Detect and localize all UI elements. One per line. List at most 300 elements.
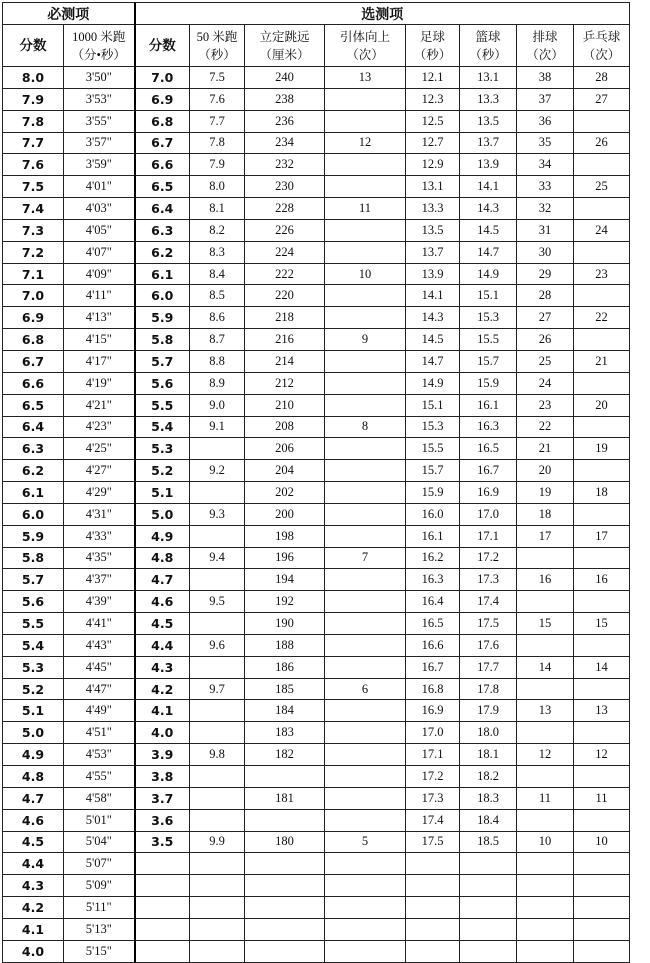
pullup-cell: 13 bbox=[325, 67, 406, 89]
score2-cell: 6.3 bbox=[135, 219, 190, 241]
volleyball-cell: 29 bbox=[517, 263, 574, 285]
score2-cell: 6.5 bbox=[135, 176, 190, 198]
score-cell: 6.5 bbox=[3, 394, 64, 416]
jump-cell bbox=[245, 918, 325, 940]
run1000-cell: 4'15" bbox=[64, 329, 135, 351]
jump-header-line2: （厘米） bbox=[259, 47, 310, 62]
pullup-cell bbox=[325, 700, 406, 722]
pullup-cell bbox=[325, 460, 406, 482]
pingpong-cell: 19 bbox=[574, 438, 630, 460]
table-row bbox=[3, 875, 630, 897]
score2-cell: 5.1 bbox=[135, 482, 190, 504]
table-row bbox=[3, 591, 630, 613]
football-cell: 12.9 bbox=[406, 154, 460, 176]
volleyball-cell bbox=[517, 766, 574, 788]
score-cell: 7.3 bbox=[3, 219, 64, 241]
jump-cell: 180 bbox=[245, 831, 325, 853]
volleyball-header-line2: （次） bbox=[526, 47, 564, 62]
pullup-cell bbox=[325, 656, 406, 678]
football-cell bbox=[406, 940, 460, 962]
pingpong-cell bbox=[574, 591, 630, 613]
run1000-cell: 4'19" bbox=[64, 372, 135, 394]
volleyball-header-line1: 排球 bbox=[532, 29, 558, 44]
run1000-cell: 3'53" bbox=[64, 88, 135, 110]
score2-cell: 3.7 bbox=[135, 787, 190, 809]
pingpong-cell: 11 bbox=[574, 787, 630, 809]
football-cell: 16.1 bbox=[406, 525, 460, 547]
basketball-cell bbox=[460, 918, 517, 940]
volleyball-cell bbox=[517, 875, 574, 897]
run1000-cell: 4'58" bbox=[64, 787, 135, 809]
volleyball-cell: 27 bbox=[517, 307, 574, 329]
table-row bbox=[3, 634, 630, 656]
score2-header: 分数 bbox=[135, 25, 190, 67]
score-cell: 5.6 bbox=[3, 591, 64, 613]
pingpong-cell bbox=[574, 918, 630, 940]
football-cell: 14.5 bbox=[406, 329, 460, 351]
basketball-cell: 13.5 bbox=[460, 110, 517, 132]
football-cell: 17.1 bbox=[406, 744, 460, 766]
jump-cell: 230 bbox=[245, 176, 325, 198]
score-header: 分数 bbox=[3, 25, 64, 67]
pingpong-cell: 26 bbox=[574, 132, 630, 154]
basketball-cell: 13.1 bbox=[460, 67, 517, 89]
pullup-cell bbox=[325, 766, 406, 788]
basketball-cell: 16.3 bbox=[460, 416, 517, 438]
volleyball-cell: 26 bbox=[517, 329, 574, 351]
basketball-cell: 13.9 bbox=[460, 154, 517, 176]
score-cell: 7.4 bbox=[3, 198, 64, 220]
run50-cell bbox=[190, 525, 245, 547]
pullup-cell bbox=[325, 591, 406, 613]
run1000-header-line2: （分•秒） bbox=[71, 47, 126, 62]
table-row bbox=[3, 918, 630, 940]
table-row bbox=[3, 547, 630, 569]
pullup-header-line1: 引体向上 bbox=[339, 29, 390, 44]
run50-header bbox=[190, 25, 245, 67]
table-row bbox=[3, 482, 630, 504]
football-cell: 16.2 bbox=[406, 547, 460, 569]
pingpong-cell bbox=[574, 285, 630, 307]
score-cell: 4.3 bbox=[3, 875, 64, 897]
pingpong-cell bbox=[574, 154, 630, 176]
jump-cell: 240 bbox=[245, 67, 325, 89]
score2-cell: 6.4 bbox=[135, 198, 190, 220]
football-cell: 12.3 bbox=[406, 88, 460, 110]
volleyball-cell: 15 bbox=[517, 613, 574, 635]
score-cell: 7.8 bbox=[3, 110, 64, 132]
volleyball-cell: 34 bbox=[517, 154, 574, 176]
basketball-cell: 16.7 bbox=[460, 460, 517, 482]
football-cell: 15.7 bbox=[406, 460, 460, 482]
run50-cell: 7.7 bbox=[190, 110, 245, 132]
run1000-cell: 4'05" bbox=[64, 219, 135, 241]
pullup-cell bbox=[325, 569, 406, 591]
jump-cell: 226 bbox=[245, 219, 325, 241]
pullup-cell bbox=[325, 438, 406, 460]
table-row bbox=[3, 831, 630, 853]
run50-cell: 8.2 bbox=[190, 219, 245, 241]
volleyball-cell: 31 bbox=[517, 219, 574, 241]
run50-cell bbox=[190, 787, 245, 809]
run1000-cell: 5'01" bbox=[64, 809, 135, 831]
volleyball-cell: 35 bbox=[517, 132, 574, 154]
run50-cell bbox=[190, 482, 245, 504]
pingpong-cell: 17 bbox=[574, 525, 630, 547]
pullup-cell bbox=[325, 350, 406, 372]
table-row bbox=[3, 525, 630, 547]
table-row bbox=[3, 110, 630, 132]
jump-cell: 185 bbox=[245, 678, 325, 700]
run50-cell: 8.7 bbox=[190, 329, 245, 351]
pingpong-cell: 14 bbox=[574, 656, 630, 678]
required-group-header: 必测项 bbox=[3, 3, 135, 25]
score-cell: 6.0 bbox=[3, 503, 64, 525]
score-cell: 6.4 bbox=[3, 416, 64, 438]
pingpong-cell: 25 bbox=[574, 176, 630, 198]
score-cell: 5.4 bbox=[3, 634, 64, 656]
run50-cell: 8.8 bbox=[190, 350, 245, 372]
pingpong-cell bbox=[574, 198, 630, 220]
score2-cell bbox=[135, 940, 190, 962]
table-row bbox=[3, 88, 630, 110]
volleyball-cell: 25 bbox=[517, 350, 574, 372]
jump-cell: 198 bbox=[245, 525, 325, 547]
pullup-cell bbox=[325, 634, 406, 656]
score2-cell bbox=[135, 897, 190, 919]
table-row bbox=[3, 897, 630, 919]
football-cell: 17.5 bbox=[406, 831, 460, 853]
table-row bbox=[3, 460, 630, 482]
pingpong-cell bbox=[574, 503, 630, 525]
run50-cell: 7.6 bbox=[190, 88, 245, 110]
score-cell: 4.7 bbox=[3, 787, 64, 809]
pullup-cell bbox=[325, 285, 406, 307]
pingpong-cell bbox=[574, 634, 630, 656]
score-cell: 5.8 bbox=[3, 547, 64, 569]
volleyball-cell: 28 bbox=[517, 285, 574, 307]
run1000-cell: 4'41" bbox=[64, 613, 135, 635]
table-row bbox=[3, 394, 630, 416]
run50-cell bbox=[190, 613, 245, 635]
table-row bbox=[3, 569, 630, 591]
basketball-cell: 17.5 bbox=[460, 613, 517, 635]
run1000-cell: 4'53" bbox=[64, 744, 135, 766]
jump-cell bbox=[245, 853, 325, 875]
football-cell: 14.1 bbox=[406, 285, 460, 307]
jump-cell: 188 bbox=[245, 634, 325, 656]
basketball-cell: 17.1 bbox=[460, 525, 517, 547]
score-cell: 7.5 bbox=[3, 176, 64, 198]
run1000-cell: 5'13" bbox=[64, 918, 135, 940]
jump-cell: 206 bbox=[245, 438, 325, 460]
pingpong-cell bbox=[574, 853, 630, 875]
volleyball-cell bbox=[517, 809, 574, 831]
jump-cell: 192 bbox=[245, 591, 325, 613]
run1000-cell: 4'33" bbox=[64, 525, 135, 547]
run50-cell: 8.6 bbox=[190, 307, 245, 329]
table-row bbox=[3, 787, 630, 809]
pingpong-cell bbox=[574, 940, 630, 962]
volleyball-cell: 32 bbox=[517, 198, 574, 220]
run1000-cell: 4'03" bbox=[64, 198, 135, 220]
score2-cell: 6.1 bbox=[135, 263, 190, 285]
pingpong-header bbox=[574, 25, 630, 67]
pingpong-cell: 18 bbox=[574, 482, 630, 504]
run50-cell: 9.5 bbox=[190, 591, 245, 613]
run1000-cell: 4'01" bbox=[64, 176, 135, 198]
pullup-cell bbox=[325, 897, 406, 919]
run1000-cell: 4'51" bbox=[64, 722, 135, 744]
table-row bbox=[3, 132, 630, 154]
run50-cell: 9.9 bbox=[190, 831, 245, 853]
run50-cell: 8.1 bbox=[190, 198, 245, 220]
basketball-cell: 18.4 bbox=[460, 809, 517, 831]
volleyball-cell: 11 bbox=[517, 787, 574, 809]
score-cell: 6.6 bbox=[3, 372, 64, 394]
run1000-cell: 4'09" bbox=[64, 263, 135, 285]
football-cell: 17.3 bbox=[406, 787, 460, 809]
football-cell: 13.3 bbox=[406, 198, 460, 220]
football-cell: 15.3 bbox=[406, 416, 460, 438]
jump-cell: 186 bbox=[245, 656, 325, 678]
jump-cell bbox=[245, 766, 325, 788]
pullup-cell bbox=[325, 744, 406, 766]
score-cell: 4.1 bbox=[3, 918, 64, 940]
basketball-header bbox=[460, 25, 517, 67]
pingpong-cell bbox=[574, 766, 630, 788]
run1000-cell: 4'25" bbox=[64, 438, 135, 460]
pingpong-cell bbox=[574, 241, 630, 263]
football-cell: 13.1 bbox=[406, 176, 460, 198]
football-cell: 16.7 bbox=[406, 656, 460, 678]
pullup-cell bbox=[325, 525, 406, 547]
football-header-line2: （秒） bbox=[413, 47, 452, 62]
volleyball-cell bbox=[517, 897, 574, 919]
run1000-cell: 4'49" bbox=[64, 700, 135, 722]
basketball-cell: 14.1 bbox=[460, 176, 517, 198]
football-cell: 16.3 bbox=[406, 569, 460, 591]
volleyball-cell: 37 bbox=[517, 88, 574, 110]
basketball-cell: 14.5 bbox=[460, 219, 517, 241]
pingpong-cell bbox=[574, 329, 630, 351]
basketball-cell: 18.0 bbox=[460, 722, 517, 744]
run1000-cell: 4'39" bbox=[64, 591, 135, 613]
score-cell: 6.7 bbox=[3, 350, 64, 372]
football-cell: 17.0 bbox=[406, 722, 460, 744]
run50-cell: 9.2 bbox=[190, 460, 245, 482]
score2-cell: 3.6 bbox=[135, 809, 190, 831]
table-row bbox=[3, 154, 630, 176]
run1000-header-line1: 1000 米跑 bbox=[72, 29, 126, 44]
score-cell: 5.1 bbox=[3, 700, 64, 722]
score2-cell: 4.4 bbox=[135, 634, 190, 656]
basketball-cell: 16.9 bbox=[460, 482, 517, 504]
score2-cell bbox=[135, 918, 190, 940]
score-cell: 4.0 bbox=[3, 940, 64, 962]
run50-cell bbox=[190, 853, 245, 875]
basketball-cell bbox=[460, 897, 517, 919]
score-cell: 6.9 bbox=[3, 307, 64, 329]
jump-cell bbox=[245, 897, 325, 919]
score2-cell: 5.9 bbox=[135, 307, 190, 329]
football-cell bbox=[406, 875, 460, 897]
table-row bbox=[3, 198, 630, 220]
pingpong-cell bbox=[574, 547, 630, 569]
column-header-row bbox=[3, 25, 630, 67]
volleyball-cell: 12 bbox=[517, 744, 574, 766]
pingpong-cell bbox=[574, 678, 630, 700]
run50-cell: 9.7 bbox=[190, 678, 245, 700]
basketball-cell bbox=[460, 853, 517, 875]
jump-cell bbox=[245, 940, 325, 962]
run50-cell bbox=[190, 809, 245, 831]
basketball-cell: 17.3 bbox=[460, 569, 517, 591]
run1000-cell: 4'45" bbox=[64, 656, 135, 678]
jump-cell: 210 bbox=[245, 394, 325, 416]
volleyball-cell bbox=[517, 591, 574, 613]
football-cell: 14.9 bbox=[406, 372, 460, 394]
table-row bbox=[3, 940, 630, 962]
run50-cell bbox=[190, 438, 245, 460]
run50-cell: 8.4 bbox=[190, 263, 245, 285]
volleyball-cell: 22 bbox=[517, 416, 574, 438]
score2-cell: 7.0 bbox=[135, 67, 190, 89]
score2-cell: 4.2 bbox=[135, 678, 190, 700]
basketball-cell: 15.7 bbox=[460, 350, 517, 372]
volleyball-cell: 23 bbox=[517, 394, 574, 416]
basketball-cell: 14.9 bbox=[460, 263, 517, 285]
table-row bbox=[3, 853, 630, 875]
jump-cell bbox=[245, 875, 325, 897]
score-cell: 5.2 bbox=[3, 678, 64, 700]
table-row bbox=[3, 438, 630, 460]
run50-cell: 7.8 bbox=[190, 132, 245, 154]
pingpong-cell: 22 bbox=[574, 307, 630, 329]
score2-cell: 6.7 bbox=[135, 132, 190, 154]
pingpong-cell: 10 bbox=[574, 831, 630, 853]
table-row bbox=[3, 329, 630, 351]
jump-cell: 214 bbox=[245, 350, 325, 372]
pullup-cell bbox=[325, 241, 406, 263]
run1000-cell: 4'55" bbox=[64, 766, 135, 788]
score-cell: 4.5 bbox=[3, 831, 64, 853]
run50-cell: 7.5 bbox=[190, 67, 245, 89]
basketball-cell: 13.3 bbox=[460, 88, 517, 110]
jump-cell: 224 bbox=[245, 241, 325, 263]
pullup-cell bbox=[325, 875, 406, 897]
volleyball-cell: 38 bbox=[517, 67, 574, 89]
football-cell bbox=[406, 918, 460, 940]
run50-cell bbox=[190, 722, 245, 744]
run50-cell: 9.3 bbox=[190, 503, 245, 525]
jump-cell: 190 bbox=[245, 613, 325, 635]
pingpong-cell: 21 bbox=[574, 350, 630, 372]
table-body bbox=[3, 67, 630, 963]
football-cell: 15.1 bbox=[406, 394, 460, 416]
table-row bbox=[3, 744, 630, 766]
volleyball-cell bbox=[517, 634, 574, 656]
jump-cell: 236 bbox=[245, 110, 325, 132]
pingpong-cell: 20 bbox=[574, 394, 630, 416]
score2-cell: 4.1 bbox=[135, 700, 190, 722]
run50-cell bbox=[190, 656, 245, 678]
run50-cell bbox=[190, 875, 245, 897]
basketball-header-line1: 篮球 bbox=[475, 29, 501, 44]
pingpong-cell: 16 bbox=[574, 569, 630, 591]
pullup-header bbox=[325, 25, 406, 67]
football-cell: 12.7 bbox=[406, 132, 460, 154]
basketball-cell: 16.1 bbox=[460, 394, 517, 416]
score-cell: 6.1 bbox=[3, 482, 64, 504]
basketball-cell: 17.8 bbox=[460, 678, 517, 700]
run50-cell: 9.1 bbox=[190, 416, 245, 438]
football-cell: 13.7 bbox=[406, 241, 460, 263]
pullup-cell bbox=[325, 482, 406, 504]
pullup-cell bbox=[325, 88, 406, 110]
jump-cell: 183 bbox=[245, 722, 325, 744]
jump-cell: 228 bbox=[245, 198, 325, 220]
score2-cell: 6.0 bbox=[135, 285, 190, 307]
pullup-cell: 11 bbox=[325, 198, 406, 220]
volleyball-cell bbox=[517, 547, 574, 569]
pullup-cell: 7 bbox=[325, 547, 406, 569]
table-row bbox=[3, 416, 630, 438]
table-row bbox=[3, 722, 630, 744]
jump-cell: 222 bbox=[245, 263, 325, 285]
run1000-cell: 4'27" bbox=[64, 460, 135, 482]
run1000-cell: 4'47" bbox=[64, 678, 135, 700]
score2-cell: 4.5 bbox=[135, 613, 190, 635]
run1000-cell: 3'50" bbox=[64, 67, 135, 89]
score-cell: 5.7 bbox=[3, 569, 64, 591]
score-cell: 4.9 bbox=[3, 744, 64, 766]
pingpong-cell bbox=[574, 897, 630, 919]
football-cell: 16.4 bbox=[406, 591, 460, 613]
pullup-cell bbox=[325, 307, 406, 329]
pingpong-cell: 27 bbox=[574, 88, 630, 110]
football-cell: 16.9 bbox=[406, 700, 460, 722]
volleyball-cell: 16 bbox=[517, 569, 574, 591]
run1000-cell: 5'11" bbox=[64, 897, 135, 919]
volleyball-cell: 19 bbox=[517, 482, 574, 504]
score2-cell: 5.8 bbox=[135, 329, 190, 351]
pingpong-cell bbox=[574, 722, 630, 744]
pullup-cell bbox=[325, 809, 406, 831]
score-cell: 7.0 bbox=[3, 285, 64, 307]
run50-cell bbox=[190, 766, 245, 788]
pingpong-cell: 24 bbox=[574, 219, 630, 241]
score-cell: 5.5 bbox=[3, 613, 64, 635]
pullup-cell bbox=[325, 503, 406, 525]
run1000-cell: 4'13" bbox=[64, 307, 135, 329]
run1000-header bbox=[64, 25, 135, 67]
basketball-header-line2: （秒） bbox=[469, 47, 507, 62]
pullup-header-line2: （次） bbox=[346, 47, 384, 62]
score-table bbox=[2, 2, 630, 963]
pullup-cell bbox=[325, 613, 406, 635]
score2-cell: 4.7 bbox=[135, 569, 190, 591]
run50-cell: 8.3 bbox=[190, 241, 245, 263]
score-cell: 4.8 bbox=[3, 766, 64, 788]
run1000-cell: 4'35" bbox=[64, 547, 135, 569]
score-cell: 4.2 bbox=[3, 897, 64, 919]
run50-cell bbox=[190, 569, 245, 591]
volleyball-cell bbox=[517, 918, 574, 940]
football-header bbox=[406, 25, 460, 67]
run1000-cell: 3'59" bbox=[64, 154, 135, 176]
pullup-cell bbox=[325, 394, 406, 416]
